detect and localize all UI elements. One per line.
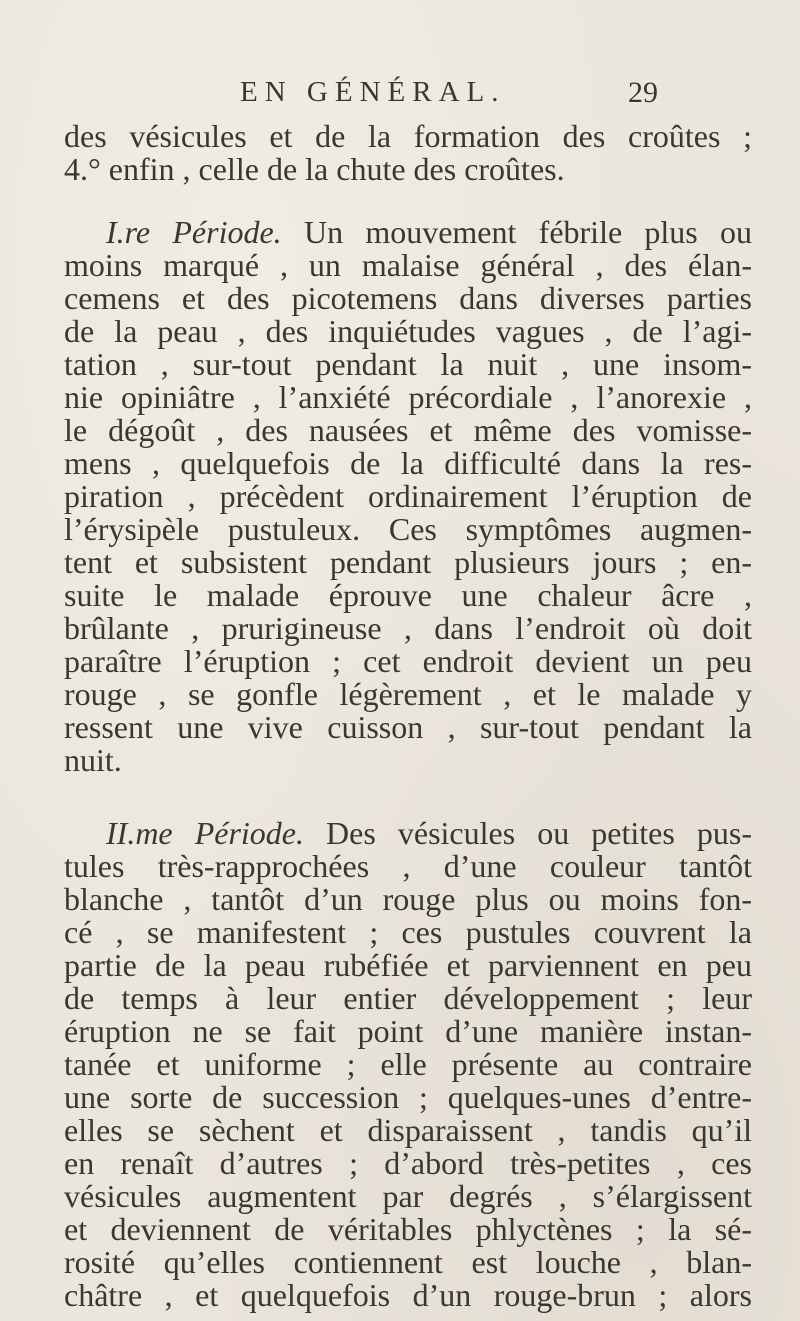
text-line: vésicules augmentent par degrés , s’élargissent [64,1178,752,1214]
text-line: des vésicules et de la formation des croûtes ; [64,118,752,154]
text-line: blanche , tantôt d’un rouge plus ou moins fon- [64,881,752,917]
page-body [64,120,752,1312]
text-line: tanée et uniforme ; elle présente au contraire [64,1046,752,1082]
text-line: tation , sur-tout pendant la nuit , une insom- [64,346,752,382]
text-line: et deviennent de véritables phlyctènes ; la sé- [64,1211,752,1247]
text-line: en renaît d’autres ; d’abord très-petites , ces [64,1145,752,1181]
text-line: éruption ne se fait point d’une manière instan- [64,1013,752,1049]
text-line: brûlante , prurigineuse , dans l’endroit où doit [64,610,752,646]
text-line: de temps à leur entier développement ; leur [64,980,752,1016]
text-line: châtre , et quelquefois d’un rouge-brun ; alors [64,1277,752,1313]
text-line: cé , se manifestent ; ces pustules couvrent la [64,914,752,950]
paragraph-gap [64,777,752,817]
text-line: piration , précèdent ordinairement l’éruption de [64,478,752,514]
text-line: nie opiniâtre , l’anxiété précordiale , l’anorexie , [64,379,752,415]
text-line: cemens et des picotemens dans diverses parties [64,280,752,316]
text-line: elles se sèchent et disparaissent , tandis qu’il [64,1112,752,1148]
text-line: partie de la peau rubéfiée et parviennent en peu [64,947,752,983]
text-line: mens , quelquefois de la difficulté dans la res- [64,445,752,481]
text-line: l’érysipèle pustuleux. Ces symptômes augmen- [64,511,752,547]
section-first-line [64,216,752,249]
text-line: tent et subsistent pendant plusieurs jours ; en- [64,544,752,580]
text-line: Des vésicules ou petites pus- [326,815,752,851]
section-heading: II.me Période. [106,815,304,851]
text-line: rosité qu’elles contiennent est louche , blan- [64,1244,752,1280]
text-line: paraître l’éruption ; cet endroit devient un peu [64,643,752,679]
text-line: suite le malade éprouve une chaleur âcre , [64,577,752,613]
running-header [240,76,660,109]
text-line: tules très-rapprochées , d’une couleur tantôt [64,848,752,884]
text-line: de la peau , des inquiétudes vagues , de l’agi- [64,313,752,349]
text-line: le dégoût , des nausées et même des vomisse- [64,412,752,448]
text-line: nuit. [64,742,122,778]
paragraph-gap [64,186,752,216]
text-line: une sorte de succession ; quelques-unes d’entre- [64,1079,752,1115]
text-line: Un mouvement fébrile plus ou [303,214,753,250]
text-line: rouge , se gonfle légèrement , et le malade y [64,676,752,712]
section-first-line [64,817,752,850]
running-header-title: EN GÉNÉRAL. [240,76,506,108]
text-line: ressent une vive cuisson , sur-tout pendant la [64,709,752,745]
page-number: 29 [628,76,658,109]
section-heading: I.re Période. [106,214,282,250]
text-line: 4.° enfin , celle de la chute des croûtes. [64,151,565,187]
text-line: moins marqué , un malaise général , des élan- [64,247,752,283]
